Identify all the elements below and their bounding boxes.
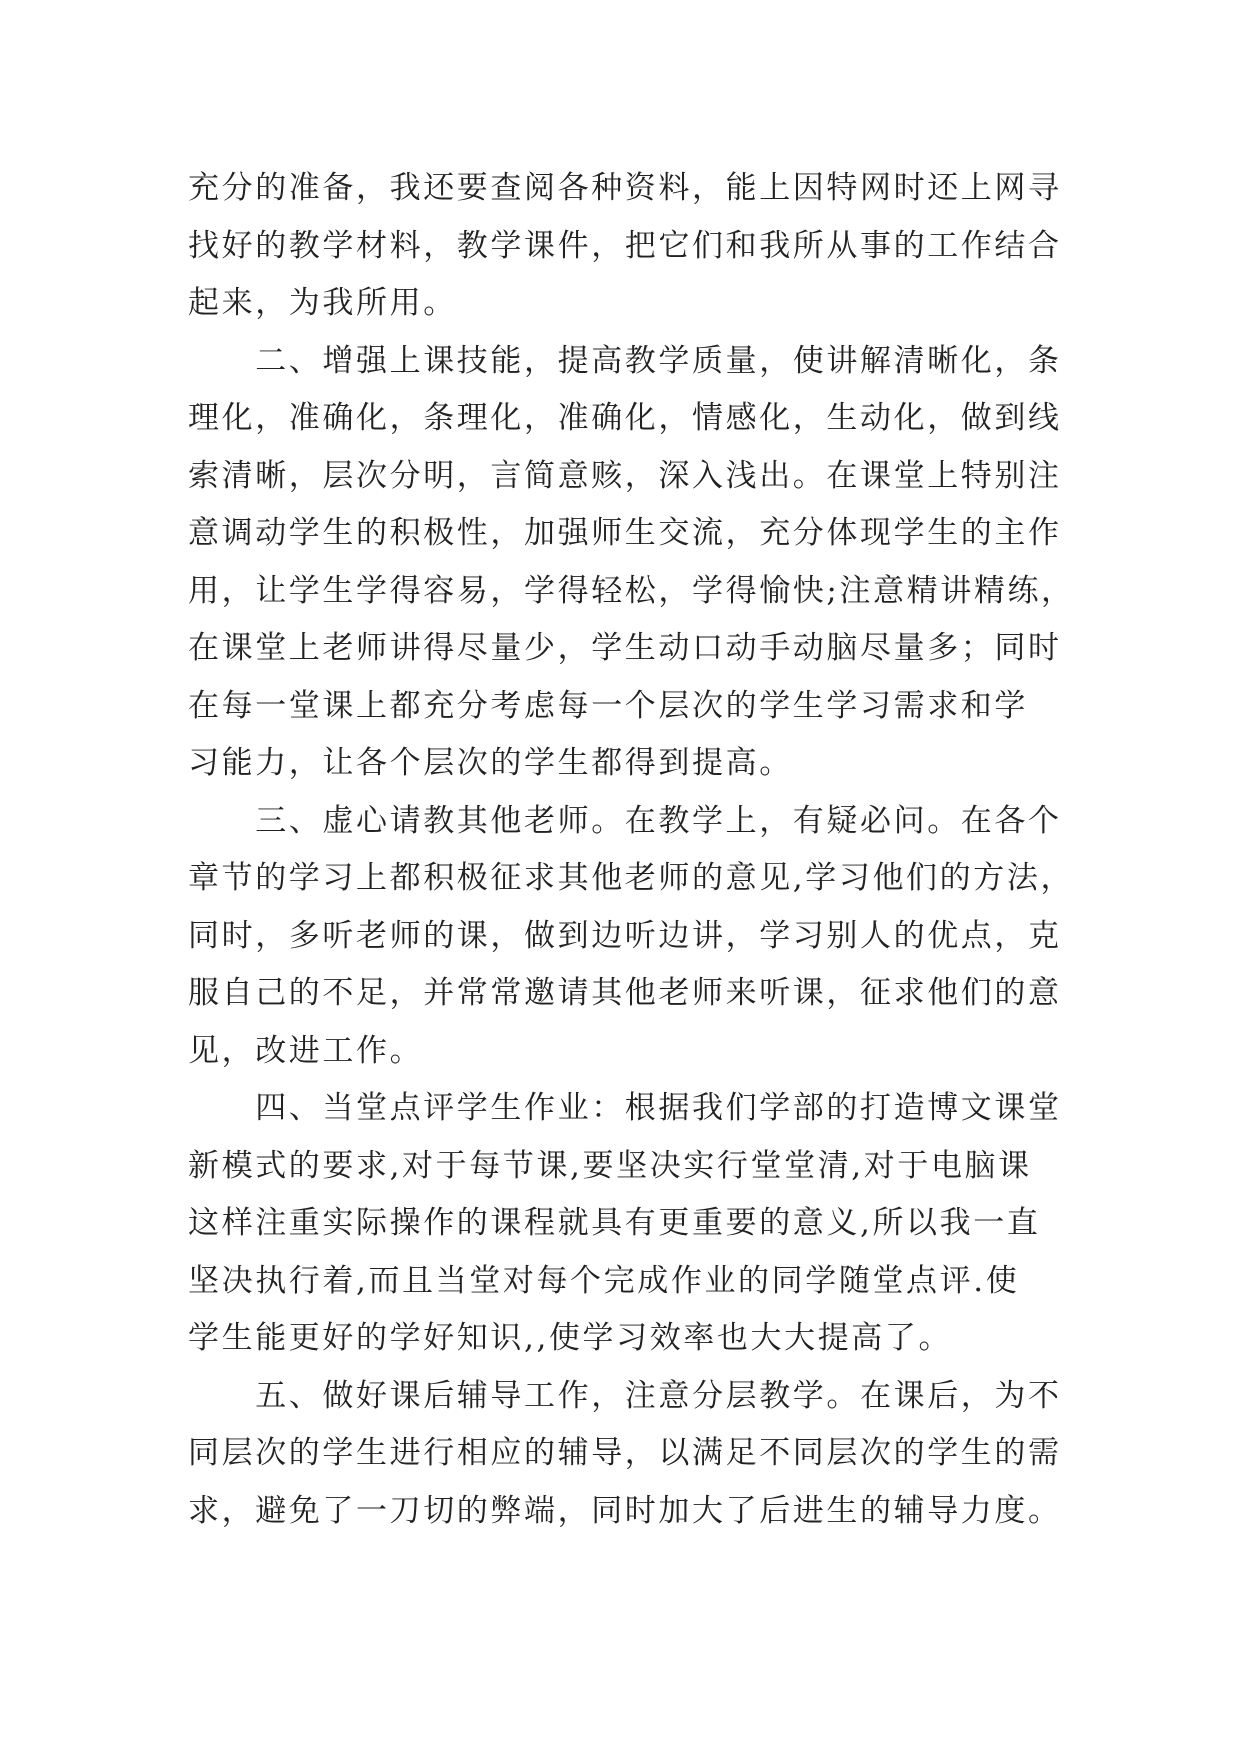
document-body xyxy=(188,160,1075,1540)
text-line: 在课堂上老师讲得尽量少，学生动口动手动脑尽量多；同时 xyxy=(188,630,1062,666)
paragraph-section-5 xyxy=(188,1368,1060,1541)
text-line: 在每一堂课上都充分考虑每一个层次的学生学习需求和学 xyxy=(188,687,1028,724)
text-line: 求，避免了一刀切的弊端，同时加大了后进生的辅导力度。 xyxy=(188,1492,1062,1529)
paragraph-preparation-continued xyxy=(188,160,1060,333)
text-line: 见，改进工作。 xyxy=(188,1032,424,1069)
text-line: 索清晰，层次分明，言简意赅，深入浅出。在课堂上特别注 xyxy=(188,457,1062,494)
text-line: 章节的学习上都积极征求其他老师的意见,学习他们的方法， xyxy=(188,860,1075,896)
paragraph-section-4 xyxy=(188,1080,1060,1368)
text-line: 起来，为我所用。 xyxy=(188,285,457,321)
text-line: 服自己的不足，并常常邀请其他老师来听课，征求他们的意 xyxy=(188,975,1062,1011)
text-line: 新模式的要求,对于每节课,要坚决实行堂堂清,对于电脑课 xyxy=(188,1147,1032,1184)
text-line: 同时，多听老师的课，做到边听边讲，学习别人的优点，克 xyxy=(188,917,1062,954)
text-line: 三、虚心请教其他老师。在教学上，有疑必问。在各个 xyxy=(188,802,1062,839)
text-line: 坚决执行着,而且当堂对每个完成作业的同学随堂点评.使 xyxy=(188,1262,1020,1299)
text-line: 五、做好课后辅导工作，注意分层教学。在课后，为不 xyxy=(188,1377,1062,1414)
text-line: 意调动学生的积极性，加强师生交流，充分体现学生的主作 xyxy=(188,515,1062,551)
text-line: 用，让学生学得容易，学得轻松，学得愉快;注意精讲精练， xyxy=(188,572,1075,609)
text-line: 这样注重实际操作的课程就具有更重要的意义,所以我一直 xyxy=(188,1205,1041,1241)
text-line: 习能力，让各个层次的学生都得到提高。 xyxy=(188,745,793,781)
text-line: 四、当堂点评学生作业：根据我们学部的打造博文课堂 xyxy=(188,1090,1062,1126)
text-line: 学生能更好的学好知识,,使学习效率也大大提高了。 xyxy=(188,1320,953,1356)
text-line: 充分的准备，我还要查阅各种资料，能上因特网时还上网寻 xyxy=(188,170,1062,206)
text-line: 同层次的学生进行相应的辅导，以满足不同层次的学生的需 xyxy=(188,1435,1062,1471)
paragraph-section-3 xyxy=(188,793,1075,1081)
text-line: 找好的教学材料，教学课件，把它们和我所从事的工作结合 xyxy=(188,227,1062,264)
text-line: 二、增强上课技能，提高教学质量，使讲解清晰化，条 xyxy=(188,342,1062,379)
paragraph-section-2 xyxy=(188,333,1075,793)
text-line: 理化，准确化，条理化，准确化，情感化，生动化，做到线 xyxy=(188,400,1062,436)
